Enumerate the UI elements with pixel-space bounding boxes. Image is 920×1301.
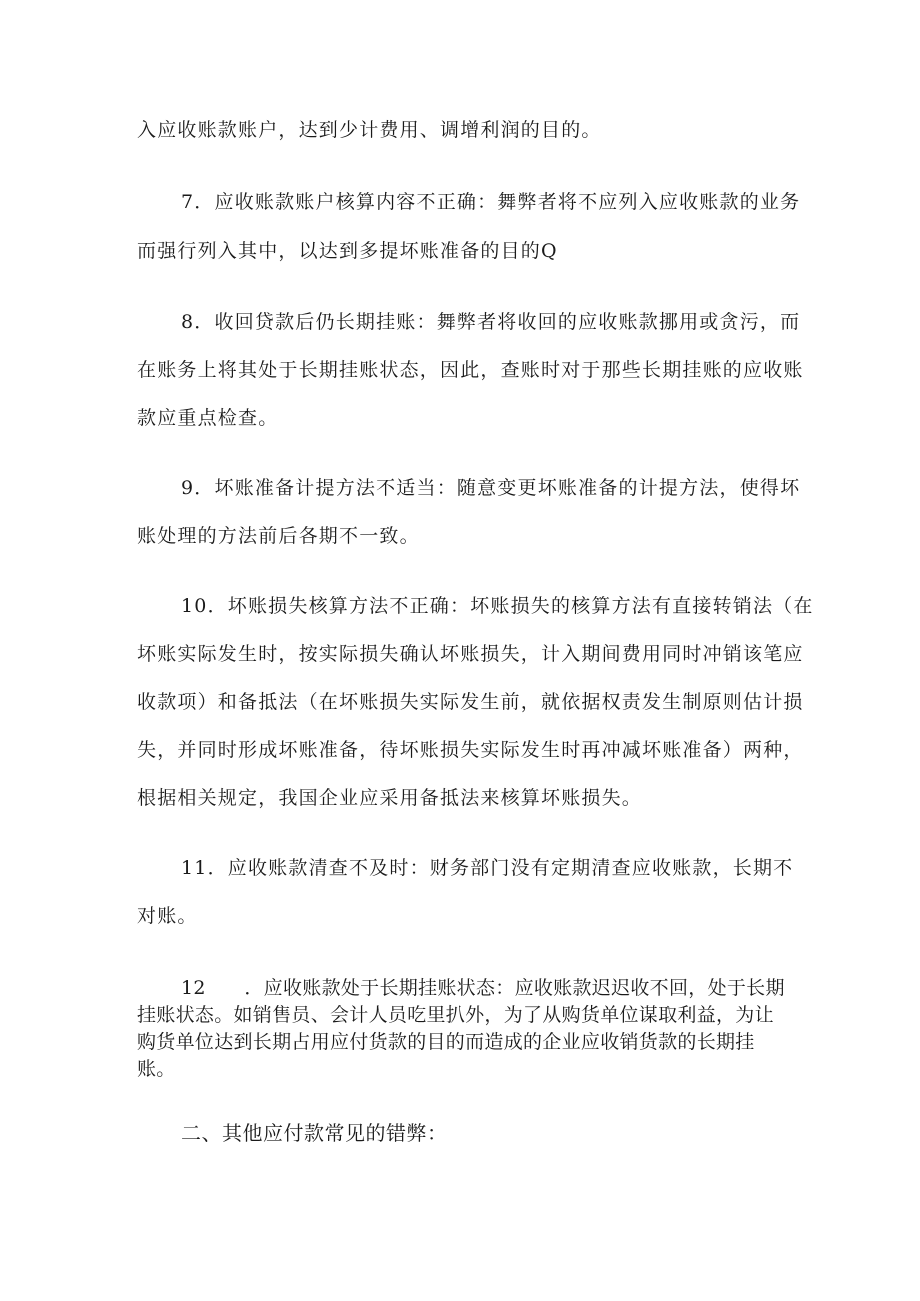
paragraph-10-line-5: 根据相关规定，我国企业应采用备抵法来核算坏账损失。	[137, 787, 643, 809]
paragraph-7-line-2: 而强行列入其中，以达到多提坏账准备的目的Q	[137, 240, 558, 262]
paragraph-12-line-4: 账。	[137, 1058, 176, 1080]
paragraph-10-line-4: 失，并同时形成坏账准备，待坏账损失实际发生时再冲减坏账准备）两种，	[137, 739, 804, 761]
paragraph-11-line-1: 11．应收账款清查不及时：财务部门没有定期清查应收账款，长期不	[181, 857, 794, 879]
paragraph-9-line-1: 9．坏账准备计提方法不适当：随意变更坏账准备的计提方法，使得坏	[181, 477, 801, 499]
paragraph-8-line-1: 8．收回贷款后仍长期挂账：舞弊者将收回的应收账款挪用或贪污，而	[181, 311, 801, 333]
paragraph-12-line-2: 挂账状态。如销售员、会计人员吃里扒外，为了从购货单位谋取利益，为让	[137, 1004, 774, 1026]
paragraph-10-line-1: 10．坏账损失核算方法不正确：坏账损失的核算方法有直接转销法（在	[181, 595, 814, 617]
paragraph-8-line-2: 在账务上将其处于长期挂账状态，因此，查账时对于那些长期挂账的应收账	[137, 359, 804, 381]
paragraph-8-line-3: 款应重点检查。	[137, 407, 279, 429]
paragraph-9-line-2: 账处理的方法前后各期不一致。	[137, 525, 420, 547]
paragraph-10-line-3: 收款项）和备抵法（在坏账损失实际发生前，就依据权责发生制原则估计损	[137, 691, 804, 713]
paragraph-6-line-1: 入应收账款账户，达到少计费用、调增利润的目的。	[137, 119, 602, 141]
paragraph-12-line-3: 购货单位达到长期占用应付货款的目的而造成的企业应收销货款的长期挂	[137, 1031, 755, 1053]
paragraph-11-line-2: 对账。	[137, 905, 198, 927]
section-2-heading: 二、其他应付款常见的错弊：	[181, 1121, 448, 1145]
paragraph-12-line-1: 12 ．应收账款处于长期挂账状态：应收账款迟迟收不回，处于长期	[181, 977, 785, 999]
paragraph-10-line-2: 坏账实际发生时，按实际损失确认坏账损失，计入期间费用同时冲销该笔应	[137, 643, 804, 665]
paragraph-7-line-1: 7．应收账款账户核算内容不正确：舞弊者将不应列入应收账款的业务	[181, 191, 801, 213]
